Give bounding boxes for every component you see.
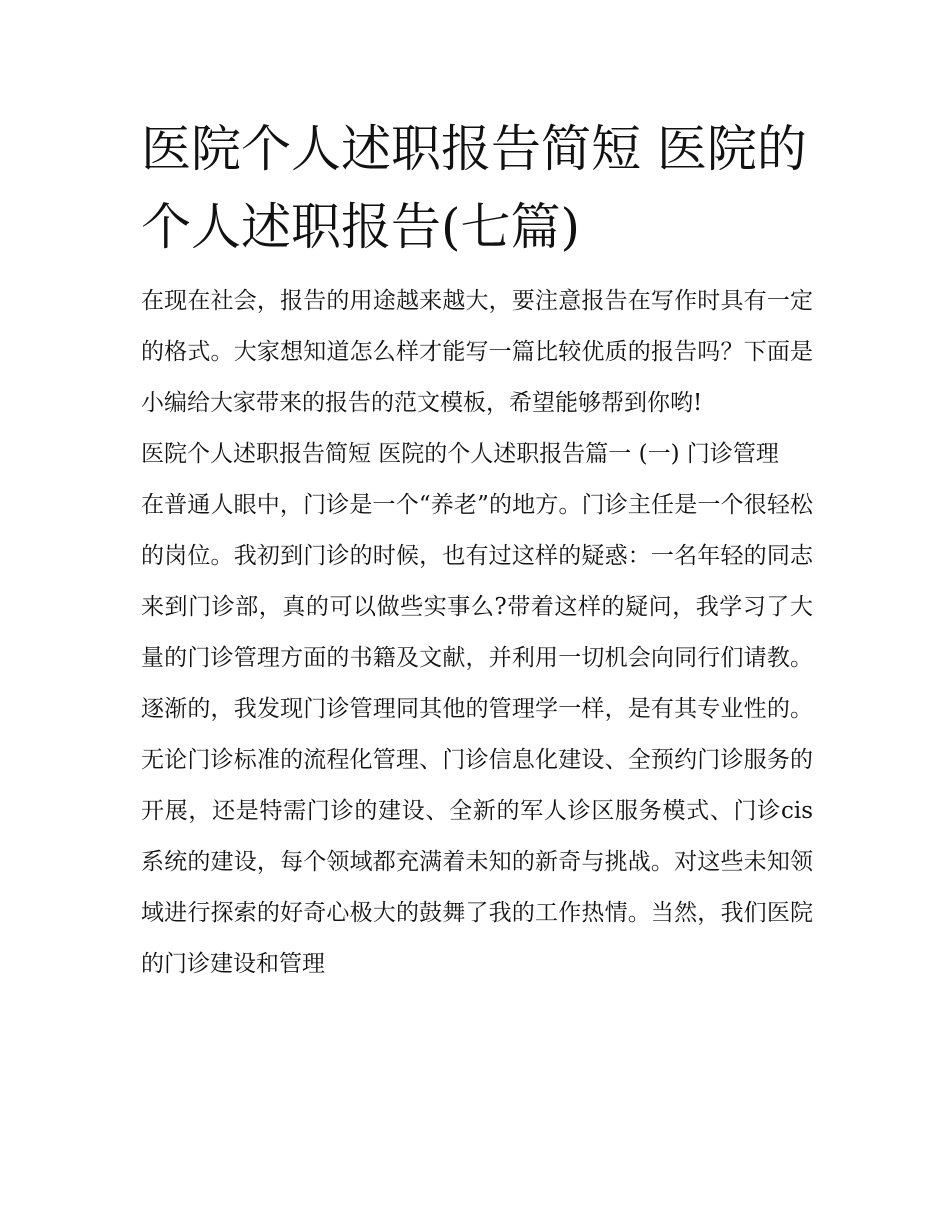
document-page: [141, 110, 813, 990]
document-body: [141, 276, 813, 990]
section-heading: 医院个人述职报告简短 医院的个人述职报告篇一 (一) 门诊管理: [141, 441, 779, 467]
paragraph-intro: 在现在社会，报告的用途越来越大，要注意报告在写作时具有一定的格式。大家想知道怎么样才能写一篇比较优质的报告吗？下面是小编给大家带来的报告的范文模板，希望能够帮到你哟!: [141, 288, 813, 416]
document-title: 医院个人述职报告简短 医院的个人述职报告(七篇): [141, 120, 807, 256]
paragraph-outpatient: 在普通人眼中，门诊是一个“养老”的地方。门诊主任是一个很轻松的岗位。我初到门诊的时候，也有过这样的疑惑：一名年轻的同志来到门诊部，真的可以做些实事么?带着这样的疑问，我学习了大量的门诊管理方面的书籍及文献，并利用一切机会向同行们请教。逐渐的，我发现门诊管理同其他的管理学一样，是有其专业性的。无论门诊标准的流程化管理、门诊信息化建设、全预约门诊服务的开展，还是特需门诊的建设、全新的军人诊区服务模式、门诊cis系统的建设，每个领域都充满着未知的新奇与挑战。对这些未知领域进行探索的好奇心极大的鼓舞了我的工作热情。当然，我们医院的门诊建设和管理: [141, 492, 813, 977]
